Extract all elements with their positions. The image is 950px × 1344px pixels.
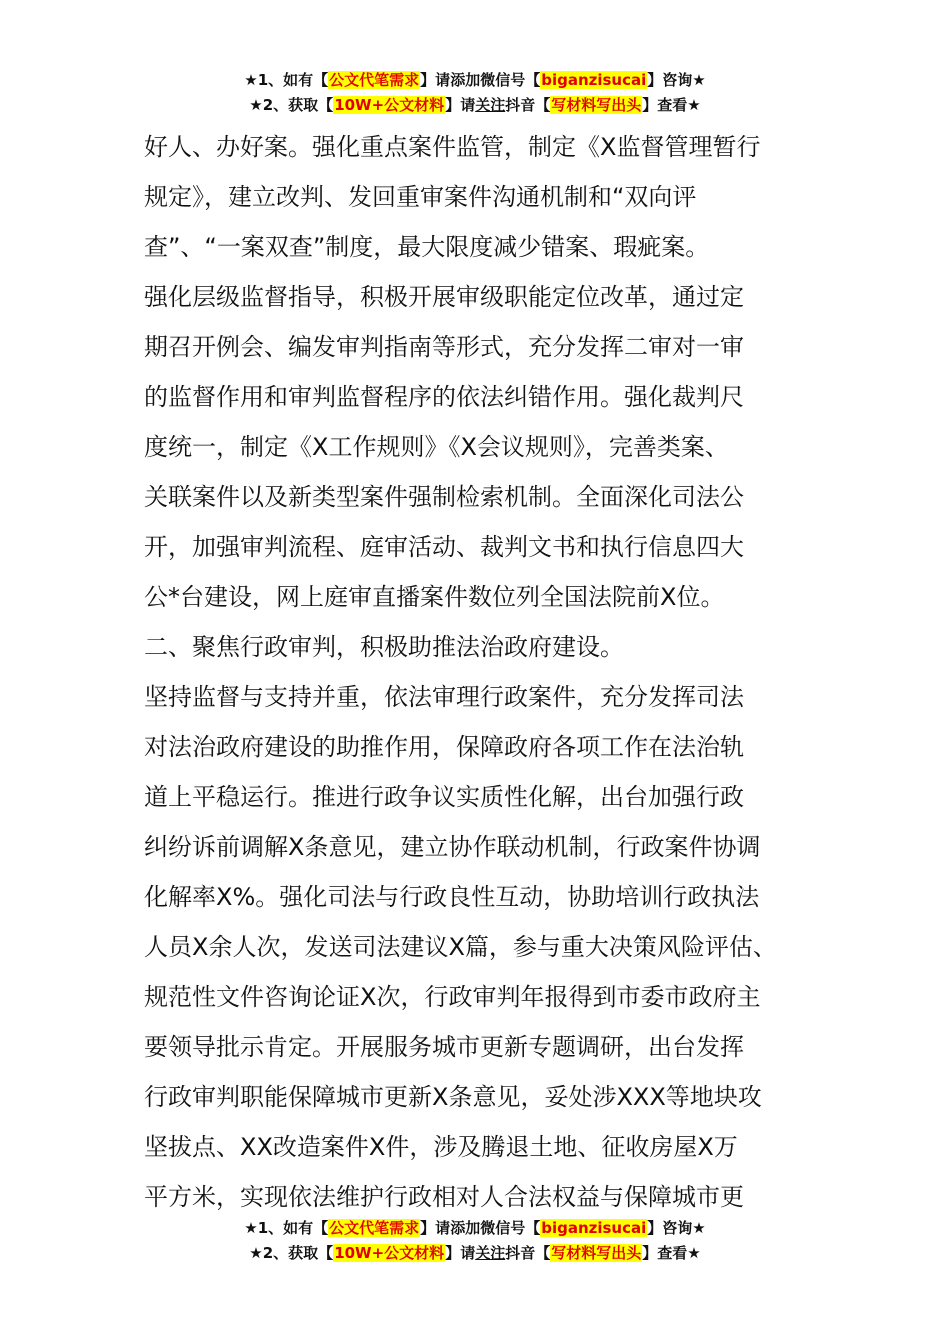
promo-line-1 [0, 68, 950, 93]
promo-highlight-wechat-id: biganzisucai [541, 1219, 647, 1237]
body-text-line: 的监督作用和审判监督程序的依法纠错作用。强化裁判尺 [144, 383, 744, 411]
body-text-line: 纠纷诉前调解X条意见，建立协作联动机制，行政案件协调 [144, 833, 761, 861]
body-text-line: 规定》，建立改判、发回重审案件沟通机制和“双向评 [144, 183, 697, 211]
promo-text: 】查看★ [642, 1244, 701, 1262]
promo-text: 】咨询★ [647, 1219, 706, 1237]
promo-highlight-douyin-name: 写材料写出头 [551, 1244, 642, 1262]
header-promo-banner [0, 68, 950, 118]
body-text-line: 期召开例会、编发审判指南等形式，充分发挥二审对一审 [144, 333, 744, 361]
body-text-line: 二、聚焦行政审判，积极助推法治政府建设。 [144, 633, 624, 661]
promo-highlight: 10W+公文材料 [334, 1244, 445, 1262]
promo-emphasis: 添加 [450, 71, 481, 89]
promo-line-2 [0, 93, 950, 118]
promo-emphasis: 添加 [450, 1219, 481, 1237]
body-text-line: 要领导批示肯定。开展服务城市更新专题调研，出台发挥 [144, 1033, 744, 1061]
body-text-line: 化解率X%。强化司法与行政良性互动，协助培训行政执法 [144, 883, 760, 911]
promo-highlight-wechat-id: biganzisucai [541, 71, 647, 89]
promo-highlight-douyin-name: 写材料写出头 [551, 96, 642, 114]
body-text-line: 人员X余人次，发送司法建议X篇，参与重大决策风险评估、 [144, 933, 777, 961]
body-text-line: 度统一，制定《X工作规则》《X会议规则》，完善类案、 [144, 433, 729, 461]
body-text-line: 强化层级监督指导，积极开展审级职能定位改革，通过定 [144, 283, 744, 311]
promo-text: ★1、如有【 [244, 1219, 329, 1237]
body-text-line: 关联案件以及新类型案件强制检索机制。全面深化司法公 [144, 483, 744, 511]
footer-promo-banner [0, 1216, 950, 1266]
promo-line-1 [0, 1216, 950, 1241]
promo-text: ★2、获取【 [249, 1244, 334, 1262]
document-body [144, 122, 814, 1222]
promo-text: 抖音【 [505, 96, 551, 114]
promo-text: 】咨询★ [647, 71, 706, 89]
body-text-line: 查”、“一案双查”制度，最大限度减少错案、瑕疵案。 [144, 233, 710, 261]
body-text-line: 规范性文件咨询论证X次，行政审判年报得到市委市政府主 [144, 983, 761, 1011]
body-text-line: 行政审判职能保障城市更新X条意见，妥处涉XXX等地块攻 [144, 1083, 762, 1111]
promo-text: 微信号【 [480, 1219, 541, 1237]
promo-text: ★2、获取【 [249, 96, 334, 114]
promo-text: 抖音【 [505, 1244, 551, 1262]
promo-text: 】请 [445, 1244, 476, 1262]
body-text-line: 平方米，实现依法维护行政相对人合法权益与保障城市更 [144, 1183, 744, 1211]
body-text-line: 道上平稳运行。推进行政争议实质性化解，出台加强行政 [144, 783, 744, 811]
promo-emphasis: 关注 [475, 96, 506, 114]
promo-text: 】请 [420, 71, 451, 89]
promo-emphasis: 关注 [475, 1244, 506, 1262]
body-text-line: 坚拔点、XX改造案件X件，涉及腾退土地、征收房屋X万 [144, 1133, 738, 1161]
promo-text: 】请 [420, 1219, 451, 1237]
promo-highlight: 公文代笔需求 [329, 1219, 420, 1237]
body-text-line: 公*台建设，网上庭审直播案件数位列全国法院前X位。 [144, 583, 725, 611]
body-text-line: 坚持监督与支持并重，依法审理行政案件，充分发挥司法 [144, 683, 744, 711]
promo-highlight: 10W+公文材料 [334, 96, 445, 114]
promo-text: 微信号【 [480, 71, 541, 89]
body-text-line: 好人、办好案。强化重点案件监管，制定《X监督管理暂行 [144, 133, 761, 161]
promo-text: 】查看★ [642, 96, 701, 114]
body-text-line: 开，加强审判流程、庭审活动、裁判文书和执行信息四大 [144, 533, 744, 561]
body-text-line: 对法治政府建设的助推作用，保障政府各项工作在法治轨 [144, 733, 744, 761]
promo-line-2 [0, 1241, 950, 1266]
promo-text: 】请 [445, 96, 476, 114]
promo-text: ★1、如有【 [244, 71, 329, 89]
promo-highlight: 公文代笔需求 [329, 71, 420, 89]
